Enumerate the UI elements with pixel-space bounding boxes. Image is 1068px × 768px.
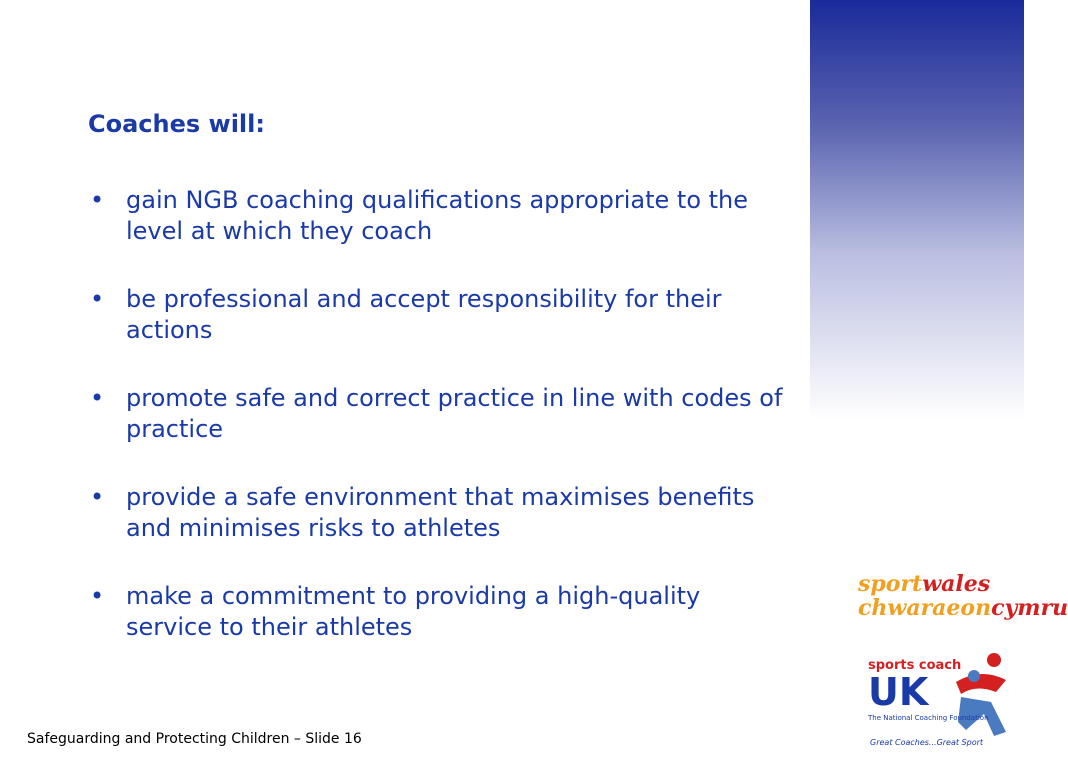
slide-heading: Coaches will: [88,110,265,138]
bullet-dot-icon: • [90,582,105,610]
sports-coach-uk-logo: sports coach UK The National Coaching Foundation Great Coaches...Great Sport [866,652,1016,750]
slide-footer: Safeguarding and Protecting Children – Slide 16 [27,731,362,747]
bullet-dot-icon: • [90,384,105,412]
bullet-item: • provide a safe environment that maximises benefits and minimises risks to athletes [90,483,755,542]
bullet-dot-icon: • [90,186,105,214]
bullet-item: • promote safe and correct practice in line with codes of practice [90,384,783,443]
bullet-item: • gain NGB coaching qualifications appropriate to the level at which they coach [90,186,749,245]
bullet-list [86,185,786,680]
side-gradient-panel [810,0,1024,420]
sport-wales-logo: sportwales chwaraeoncymru [858,571,1068,621]
bullet-dot-icon: • [90,483,105,511]
bullet-item: • be professional and accept responsibility for their actions [90,285,722,344]
bullet-dot-icon: • [90,285,105,313]
bullet-item: • make a commitment to providing a high-quality service to their athletes [90,582,701,641]
